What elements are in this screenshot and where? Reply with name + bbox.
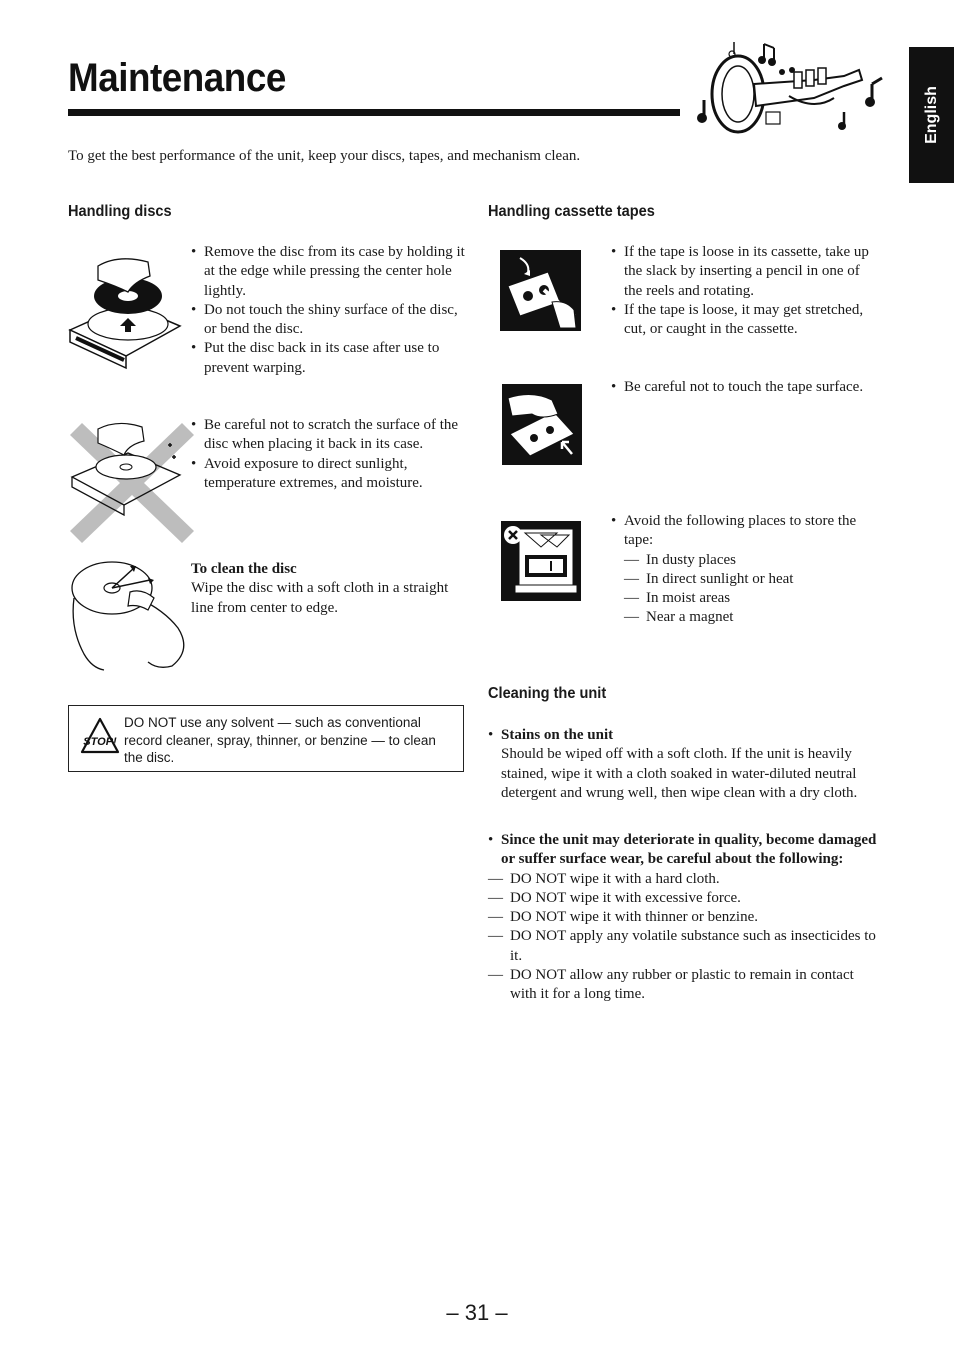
- tape-handling-list-2: [611, 378, 881, 397]
- stains-list: [488, 726, 880, 803]
- warning-section: [488, 831, 880, 1005]
- list-item: — Near a magnet: [624, 608, 881, 627]
- heading-handling-cassette-tapes: Handling cassette tapes: [488, 203, 655, 220]
- intro-text: To get the best performance of the unit, keep your discs, tapes, and mechanism clean.: [68, 148, 581, 164]
- list-item: • Remove the disc from its case by holding it at the edge while pressing the center hole lightly.: [191, 243, 466, 301]
- list-item: — DO NOT allow any rubber or plastic to remain in contact with it for a long time.: [488, 966, 880, 1005]
- warning-title: • Since the unit may deteriorate in quality, become damaged or suffer surface wear, be careful about the following:: [501, 832, 877, 868]
- list-item: — In dusty places: [624, 551, 881, 570]
- warning-list: [488, 831, 880, 870]
- page-title: Maintenance: [68, 56, 286, 100]
- list-item: • If the tape is loose, it may get stretched, cut, or caught in the cassette.: [611, 301, 881, 340]
- clean-disc-text: Wipe the disc with a soft cloth in a straight line from center to edge.: [191, 580, 449, 616]
- list-item: • Avoid the following places to store the tape:: [611, 512, 881, 551]
- stains-title: • Stains on the unit: [501, 727, 614, 743]
- clean-disc-title: To clean the disc: [191, 561, 297, 577]
- list-item: [488, 831, 880, 870]
- caution-text: DO NOT use any solvent — such as conventional record cleaner, spray, thinner, or benzine — to clean the disc.: [124, 715, 436, 765]
- clean-disc-section: [191, 560, 466, 618]
- list-item: — DO NOT wipe it with a hard cloth.: [488, 870, 880, 889]
- stop-icon-label: STOP!: [83, 736, 117, 748]
- disc-cleaning-illustration: [68, 558, 194, 672]
- language-tab: [909, 47, 954, 183]
- list-item: — In direct sunlight or heat: [624, 570, 881, 589]
- list-item: — In moist areas: [624, 589, 881, 608]
- list-item: • Put the disc back in its case after use to prevent warping.: [191, 339, 466, 378]
- cassette-pencil-illustration: [500, 250, 581, 331]
- list-item: — DO NOT apply any volatile substance such as insecticides to it.: [488, 927, 880, 966]
- list-item: — DO NOT wipe it with excessive force.: [488, 889, 880, 908]
- list-item: • Be careful not to touch the tape surface.: [611, 378, 881, 397]
- disc-handling-list-2: [191, 416, 466, 493]
- stop-warning-icon: [79, 716, 121, 756]
- heading-cleaning-the-unit: Cleaning the unit: [488, 685, 607, 702]
- list-item: — DO NOT wipe it with thinner or benzine.: [488, 908, 880, 927]
- warning-items: [488, 870, 880, 1005]
- language-tab-label: English: [922, 86, 940, 144]
- disc-scratch-illustration: [68, 415, 196, 543]
- tape-handling-list-1: [611, 243, 881, 339]
- page-number: – 31 –: [446, 1300, 508, 1325]
- tape-storage-places: [624, 551, 881, 628]
- tape-handling-list-3: [611, 512, 881, 551]
- tape-storage-section: [611, 512, 881, 628]
- disc-removal-illustration: [68, 246, 184, 372]
- list-item: • Avoid exposure to direct sunlight, temperature extremes, and moisture.: [191, 455, 466, 494]
- list-item: [488, 726, 880, 803]
- list-item: • If the tape is loose in its cassette, take up the slack by inserting a pencil in one of the reels and rotating.: [611, 243, 881, 301]
- caution-box: [68, 705, 464, 772]
- title-rule: [68, 109, 680, 116]
- heading-handling-discs: Handling discs: [68, 203, 172, 220]
- stains-section: [488, 726, 880, 803]
- tape-storage-illustration: [501, 521, 581, 601]
- list-item: • Do not touch the shiny surface of the disc, or bend the disc.: [191, 301, 466, 340]
- trumpet-illustration: [694, 36, 890, 140]
- stains-text: Should be wiped off with a soft cloth. If the unit is heavily stained, wipe it with a cloth soaked in water-diluted neutral detergent and wrung well, then wipe clean with a dry cloth.: [501, 746, 858, 801]
- list-item: • Be careful not to scratch the surface of the disc when placing it back in its case.: [191, 416, 466, 455]
- disc-handling-list-1: [191, 243, 466, 378]
- tape-surface-illustration: [502, 384, 582, 465]
